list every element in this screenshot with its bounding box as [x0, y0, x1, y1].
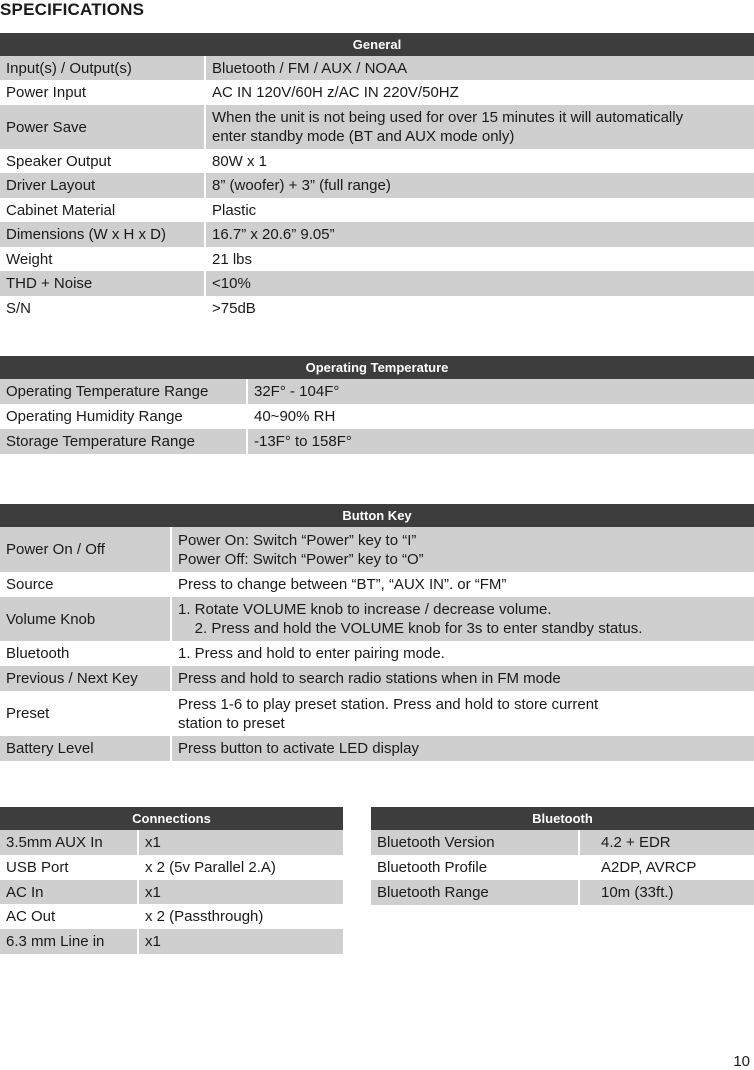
spec-value: 10m (33ft.): [579, 880, 754, 905]
table-row: [0, 56, 754, 80]
spec-value: <10%: [205, 271, 754, 296]
table-row: [371, 830, 754, 855]
table-row: [0, 247, 754, 271]
spec-value: Press to change between “BT”, “AUX IN”. or “FM”: [178, 576, 507, 593]
table-row: [0, 271, 754, 296]
table-row: [0, 173, 754, 198]
spec-label: Operating Humidity Range: [0, 404, 247, 429]
spec-value: 8” (woofer) + 3” (full range): [205, 173, 754, 198]
spec-label: Dimensions (W x H x D): [0, 222, 205, 247]
general-table: [0, 33, 754, 320]
spec-label: Bluetooth Range: [371, 880, 579, 905]
spec-value: 32F° - 104F°: [247, 379, 754, 404]
spec-label: Battery Level: [0, 736, 171, 761]
page-title: SPECIFICATIONS: [0, 0, 145, 19]
table-row: [0, 296, 754, 320]
spec-label: Volume Knob: [0, 597, 171, 641]
spec-value: When the unit is not being used for over 15 minutes it will automatically enter standby mode (BT and AUX mode only): [205, 105, 754, 149]
table-row: [0, 830, 343, 855]
table-title: Bluetooth: [371, 807, 754, 830]
button-key-table: [0, 504, 754, 761]
table-row: [0, 736, 754, 761]
spec-label: Bluetooth: [0, 641, 171, 666]
spec-value: Plastic: [212, 201, 257, 219]
table-row: [371, 880, 754, 905]
spec-value: x1: [138, 830, 343, 855]
spec-value: 1. Rotate VOLUME knob to increase / decrease volume. 2. Press and hold the VOLUME knob for 3s to enter standby status.: [171, 597, 754, 641]
spec-value: 1. Press and hold to enter pairing mode.: [178, 645, 445, 662]
table-row: [0, 105, 754, 149]
spec-value: A2DP, AVRCP: [601, 859, 697, 876]
spec-label: Power On / Off: [0, 527, 171, 572]
spec-label: 3.5mm AUX In: [0, 830, 138, 855]
spec-value: Bluetooth / FM / AUX / NOAA: [205, 56, 754, 80]
spec-label: Preset: [0, 691, 171, 736]
spec-label: Storage Temperature Range: [0, 429, 247, 454]
spec-label: Weight: [0, 247, 205, 271]
bluetooth-table: [371, 807, 754, 905]
spec-label: THD + Noise: [0, 271, 205, 296]
spec-value: Press 1-6 to play preset station. Press and hold to store current station to preset: [178, 695, 599, 732]
spec-label: Source: [0, 572, 171, 597]
table-row: [0, 855, 343, 880]
spec-label: Cabinet Material: [0, 198, 205, 222]
spec-value: 80W x 1: [212, 152, 268, 170]
spec-value: Power On: Switch “Power” key to “I” Power Off: Switch “Power” key to “O”: [171, 527, 754, 572]
spec-label: Driver Layout: [0, 173, 205, 198]
table-title: Operating Temperature: [0, 356, 754, 379]
spec-value: x 2 (Passthrough): [145, 908, 264, 925]
spec-label: S/N: [0, 296, 205, 320]
table-row: [0, 597, 754, 641]
table-row: [0, 80, 754, 105]
table-title: Connections: [0, 807, 343, 830]
spec-value: 21 lbs: [212, 250, 253, 268]
table-row: [0, 929, 343, 954]
spec-value: x1: [138, 929, 343, 954]
spec-value: 40~90% RH: [254, 408, 336, 425]
table-title: General: [0, 33, 754, 56]
spec-label: AC Out: [0, 904, 138, 929]
spec-value: x 2 (5v Parallel 2.A): [145, 859, 276, 876]
spec-label: Speaker Output: [0, 149, 205, 173]
spec-label: Power Input: [0, 80, 205, 105]
spec-label: 6.3 mm Line in: [0, 929, 138, 954]
operating-temperature-table: [0, 356, 754, 454]
table-title: Button Key: [0, 504, 754, 527]
spec-label: AC In: [0, 880, 138, 904]
table-row: [0, 198, 754, 222]
page-number: 10: [733, 1053, 750, 1070]
table-row: [0, 404, 754, 429]
spec-label: Input(s) / Output(s): [0, 56, 205, 80]
spec-label: Bluetooth Profile: [371, 855, 579, 880]
table-row: [0, 429, 754, 454]
table-row: [0, 691, 754, 736]
spec-value: Press button to activate LED display: [171, 736, 754, 761]
spec-value: Press and hold to search radio stations when in FM mode: [171, 666, 754, 691]
spec-label: Power Save: [0, 105, 205, 149]
spec-label: USB Port: [0, 855, 138, 880]
table-row: [0, 527, 754, 572]
table-row: [0, 880, 343, 904]
table-row: [0, 666, 754, 691]
table-row: [0, 149, 754, 173]
connections-table: [0, 807, 343, 954]
spec-value: -13F° to 158F°: [247, 429, 754, 454]
spec-value: AC IN 120V/60H z/AC IN 220V/50HZ: [212, 84, 459, 101]
table-row: [0, 572, 754, 597]
spec-value: >75dB: [212, 299, 256, 317]
spec-label: Previous / Next Key: [0, 666, 171, 691]
spec-value: x1: [138, 880, 343, 904]
spec-label: Bluetooth Version: [371, 830, 579, 855]
spec-value: 4.2 + EDR: [579, 830, 754, 855]
table-row: [0, 904, 343, 929]
table-row: [0, 379, 754, 404]
table-row: [371, 855, 754, 880]
table-row: [0, 641, 754, 666]
table-row: [0, 222, 754, 247]
spec-value: 16.7” x 20.6” 9.05”: [205, 222, 754, 247]
spec-label: Operating Temperature Range: [0, 379, 247, 404]
